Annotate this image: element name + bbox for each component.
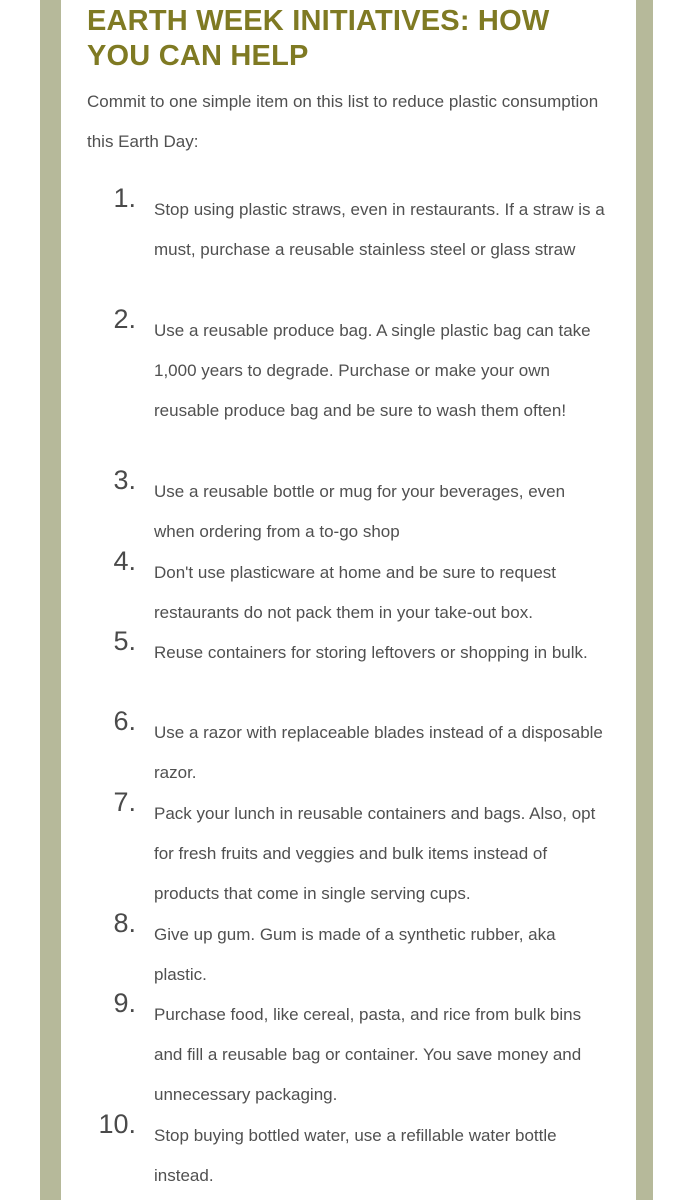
list-item-text: Use a reusable produce bag. A single plastic bag can take 1,000 years to degrade. Purchase or make your own reusable produce bag and be sure to wash them often! [154,321,591,420]
intro-text: Commit to one simple item on this list to reduce plastic consumption this Earth Day: [87,92,599,151]
list-item-text: Purchase food, like cereal, pasta, and rice from bulk bins and fill a reusable bag or container. You save money and unnecessary packaging. [154,1005,582,1104]
list-item-text: Pack your lunch in reusable containers and bags. Also, opt for fresh fruits and veggies and bulk items instead of products that come in single serving cups. [154,804,596,903]
page-title: EARTH WEEK INITIATIVES: HOW YOU CAN HELP [87,5,550,72]
list-item-text: Reuse containers for storing leftovers or shopping in bulk. [154,643,588,662]
list-number: 7. [113,787,136,817]
list-number: 1. [113,183,136,213]
list-item-text: Use a reusable bottle or mug for your beverages, even when ordering from a to-go shop [154,482,566,541]
list-number: 9. [113,988,136,1018]
list-number: 4. [113,546,136,576]
list-number: 5. [113,626,136,656]
list-number: 6. [113,706,136,736]
list-item-text: Use a razor with replaceable blades instead of a disposable razor. [154,723,603,782]
list-item-text: Don't use plasticware at home and be sure to request restaurants do not pack them in your take-out box. [154,563,557,622]
list-item-text: Stop buying bottled water, use a refillable water bottle instead. [154,1126,557,1185]
right-border [636,0,653,1200]
list-item-text: Stop using plastic straws, even in restaurants. If a straw is a must, purchase a reusable stainless steel or glass straw [154,200,605,259]
list-number: 10. [98,1109,136,1139]
list-number: 2. [113,304,136,334]
list-number: 3. [113,465,136,495]
list-number: 8. [113,908,136,938]
article-header [87,0,617,162]
list-item-text: Give up gum. Gum is made of a synthetic rubber, aka plastic. [154,925,556,984]
left-border [40,0,61,1200]
